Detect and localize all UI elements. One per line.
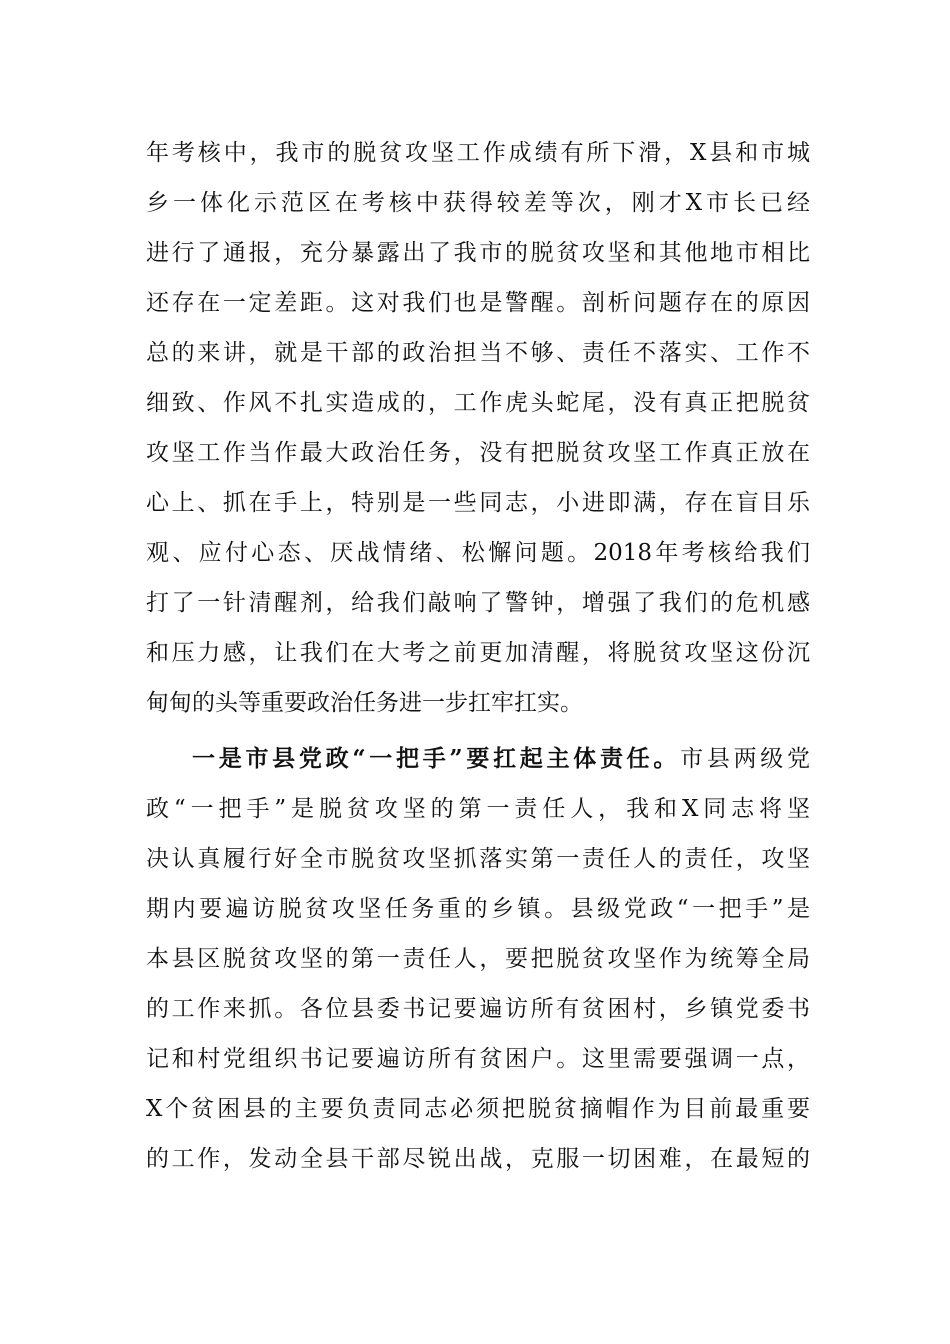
paragraph-1 <box>146 128 810 728</box>
text-line: 的工作，发动全县干部尽锐出战，克服一切困难，在最短的 <box>146 1146 810 1172</box>
text-line: 还存在一定差距。这对我们也是警醒。剖析问题存在的原因 <box>146 290 810 316</box>
paragraph-heading: 一是市县党政“一把手”要扛起主体责任。 <box>192 745 681 772</box>
paragraph-2 <box>146 734 810 1184</box>
text-line-first <box>146 734 810 784</box>
text-line: 的工作来抓。各位县委书记要遍访所有贫困村，乡镇党委书 <box>146 996 810 1022</box>
document-body <box>146 128 810 1184</box>
text-line: 甸甸的头等重要政治任务进一步扛牢扛实。 <box>146 690 583 716</box>
heading-continuation: 市县两级党 <box>680 746 810 772</box>
text-line: 和压力感，让我们在大考之前更加清醒，将脱贫攻坚这份沉 <box>146 640 810 666</box>
text-line: X个贫困县的主要负责同志必须把脱贫摘帽作为目前最重要 <box>146 1096 810 1122</box>
text-line: 本县区脱贫攻坚的第一责任人，要把脱贫攻坚作为统筹全局 <box>146 946 810 972</box>
text-line: 期内要遍访脱贫攻坚任务重的乡镇。县级党政“一把手”是 <box>146 896 810 922</box>
text-line: 细致、作风不扎实造成的，工作虎头蛇尾，没有真正把脱贫 <box>146 390 810 416</box>
text-line: 观、应付心态、厌战情绪、松懈问题。2018年考核给我们 <box>146 540 810 566</box>
text-line: 攻坚工作当作最大政治任务，没有把脱贫攻坚工作真正放在 <box>146 440 810 466</box>
text-line: 年考核中，我市的脱贫攻坚工作成绩有所下滑，X县和市城 <box>146 140 810 166</box>
text-line: 政“一把手”是脱贫攻坚的第一责任人，我和X同志将坚 <box>146 796 810 822</box>
text-line: 进行了通报，充分暴露出了我市的脱贫攻坚和其他地市相比 <box>146 240 810 266</box>
text-line: 乡一体化示范区在考核中获得较差等次，刚才X市长已经 <box>146 190 810 216</box>
text-line: 总的来讲，就是干部的政治担当不够、责任不落实、工作不 <box>146 340 810 366</box>
text-line: 记和村党组织书记要遍访所有贫困户。这里需要强调一点， <box>146 1046 810 1072</box>
text-line: 决认真履行好全市脱贫攻坚抓落实第一责任人的责任，攻坚 <box>146 846 810 872</box>
text-line: 心上、抓在手上，特别是一些同志，小进即满，存在盲目乐 <box>146 490 810 516</box>
text-line: 打了一针清醒剂，给我们敲响了警钟，增强了我们的危机感 <box>146 590 810 616</box>
